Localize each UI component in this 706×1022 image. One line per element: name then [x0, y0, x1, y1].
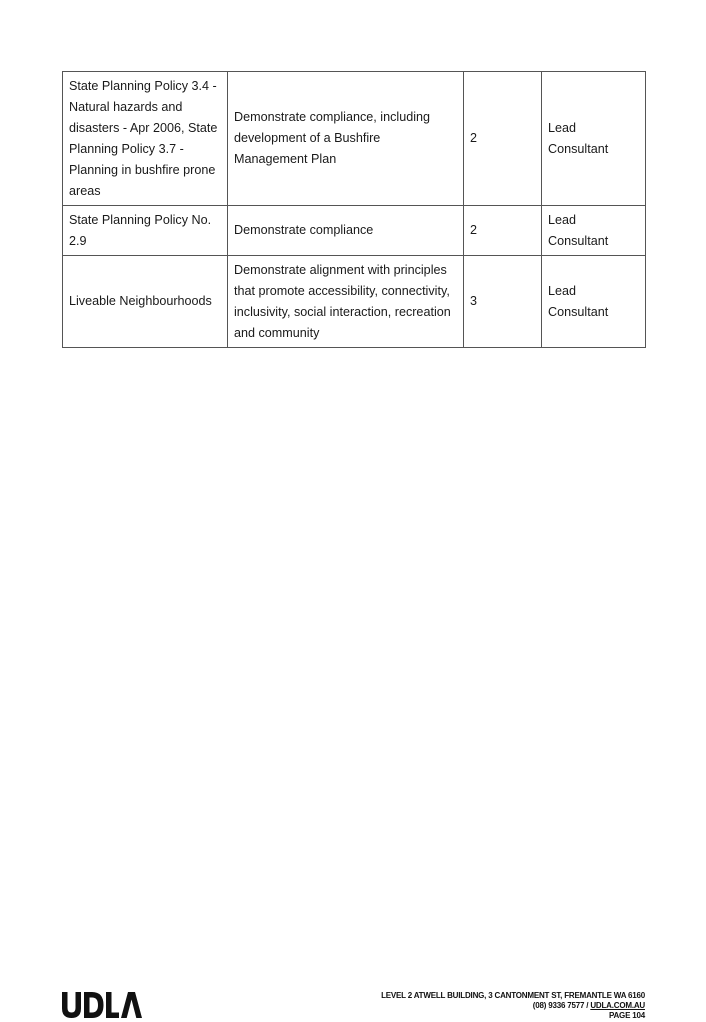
responsibility-cell: Lead Consultant [542, 72, 646, 206]
page-number: PAGE 104 [608, 1011, 645, 1020]
policy-cell: State Planning Policy No. 2.9 [63, 206, 228, 256]
level-cell: 2 [464, 72, 542, 206]
footer-contact-line [381, 1001, 645, 1011]
level-cell: 2 [464, 206, 542, 256]
requirement-cell: Demonstrate compliance, including development of a Bushfire Management Plan [228, 72, 464, 206]
table-row [63, 256, 646, 348]
footer-website-link[interactable]: UDLA.COM.AU [590, 1001, 645, 1010]
footer-contact [381, 991, 645, 1021]
table-row [63, 206, 646, 256]
udla-logo [61, 991, 143, 1019]
requirement-cell: Demonstrate compliance [228, 206, 464, 256]
footer-phone: (08) 9336 7577 [532, 1001, 585, 1010]
level-cell: 3 [464, 256, 542, 348]
table-row [63, 72, 646, 206]
responsibility-cell: Lead Consultant [542, 256, 646, 348]
requirements-table [62, 71, 646, 348]
requirement-cell: Demonstrate alignment with principles that promote accessibility, connectivity, inclusivity, social interaction, recreation and community [228, 256, 464, 348]
footer-address-line: LEVEL 2 ATWELL BUILDING, 3 CANTONMENT ST, FREMANTLE WA 6160 [381, 991, 645, 1000]
policy-cell: Liveable Neighbourhoods [63, 256, 228, 348]
responsibility-cell: Lead Consultant [542, 206, 646, 256]
policy-cell: State Planning Policy 3.4 - Natural hazards and disasters - Apr 2006, State Planning Policy 3.7 - Planning in bushfire prone areas [63, 72, 228, 206]
footer-separator: / [586, 1001, 589, 1010]
